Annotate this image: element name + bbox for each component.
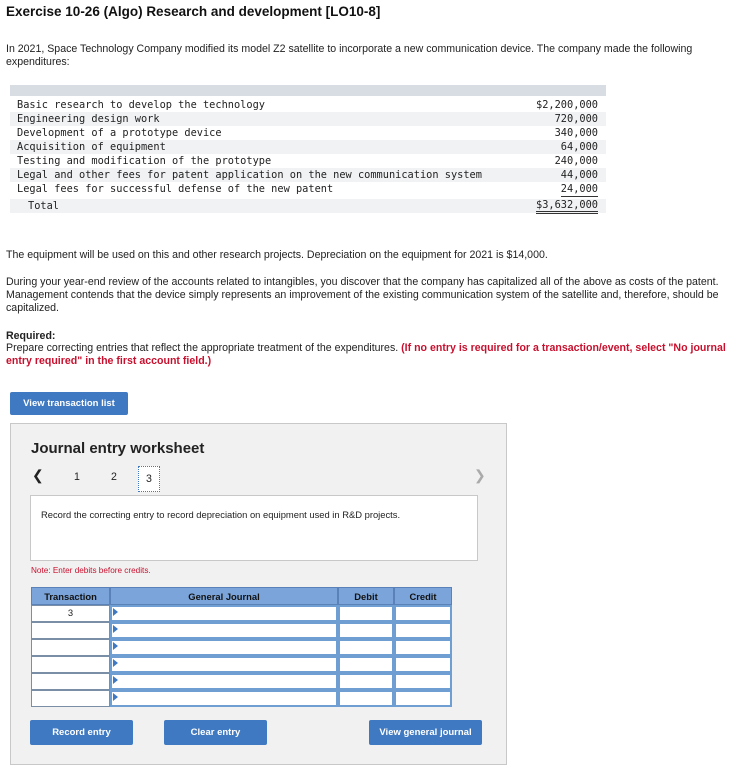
expense-amount: 24,000	[560, 183, 598, 195]
worksheet-title: Journal entry worksheet	[31, 440, 205, 457]
table-row	[10, 154, 606, 168]
transaction-cell	[31, 690, 110, 707]
debit-input[interactable]	[338, 605, 394, 622]
expenditures-table	[10, 85, 606, 216]
transaction-cell	[31, 622, 110, 639]
transaction-cell: 3	[31, 605, 110, 622]
total-amount: $3,632,000	[536, 199, 598, 214]
dropdown-arrow-icon	[113, 676, 118, 684]
debit-input[interactable]	[338, 690, 394, 707]
credit-input[interactable]	[394, 673, 452, 690]
expense-label: Engineering design work	[17, 113, 160, 125]
required-note: (If no entry is required for a transaction/event, select "No journal entry required" in the first account field.)	[6, 342, 726, 367]
record-entry-button[interactable]: Record entry	[30, 720, 133, 745]
col-debit-header: Debit	[338, 587, 394, 605]
expense-amount: 720,000	[554, 113, 598, 125]
transaction-cell	[31, 639, 110, 656]
table-row	[10, 126, 606, 140]
expense-amount: 340,000	[554, 127, 598, 139]
expense-amount: 240,000	[554, 155, 598, 167]
expense-amount: $2,200,000	[536, 99, 598, 111]
table-header-bar	[10, 85, 606, 96]
view-transaction-list-button[interactable]: View transaction list	[10, 392, 128, 415]
journal-entry-worksheet	[10, 423, 507, 765]
equipment-paragraph: The equipment will be used on this and other research projects. Depreciation on the equipment for 2021 is $14,000.	[6, 249, 548, 261]
required-instruction: Prepare correcting entries that reflect the appropriate treatment of the expenditures.	[6, 342, 399, 354]
required-text	[6, 342, 736, 368]
dropdown-arrow-icon	[113, 608, 118, 616]
dropdown-arrow-icon	[113, 693, 118, 701]
col-credit-header: Credit	[394, 587, 452, 605]
expense-label: Acquisition of equipment	[17, 141, 166, 153]
table-row	[10, 140, 606, 154]
credit-input[interactable]	[394, 622, 452, 639]
table-row	[10, 112, 606, 126]
col-general-journal-header: General Journal	[110, 587, 338, 605]
account-input[interactable]	[110, 673, 338, 690]
required-label: Required:	[6, 330, 56, 342]
instruction-box	[30, 495, 478, 561]
debit-input[interactable]	[338, 656, 394, 673]
credit-input[interactable]	[394, 605, 452, 622]
col-transaction-header: Transaction	[31, 587, 110, 605]
account-input[interactable]	[110, 605, 338, 622]
review-paragraph: During your year-end review of the accounts related to intangibles, you discover that the company has capitalized all of the above as costs of the patent. Management contends that the device simply represents an improvement of the existing communication system of the satellite and, therefore, should be capitalized.	[6, 276, 719, 314]
transaction-cell	[31, 673, 110, 690]
expense-amount: 44,000	[560, 169, 598, 181]
dropdown-arrow-icon	[113, 659, 118, 667]
view-general-journal-button[interactable]: View general journal	[369, 720, 482, 745]
table-row	[10, 98, 606, 112]
credit-input[interactable]	[394, 690, 452, 707]
page-title: Exercise 10-26 (Algo) Research and development [LO10-8]	[6, 4, 381, 19]
total-label: Total	[28, 200, 59, 212]
dropdown-arrow-icon	[113, 642, 118, 650]
credit-input[interactable]	[394, 639, 452, 656]
intro-text: In 2021, Space Technology Company modified its model Z2 satellite to incorporate a new communication device. The company made the following expenditures:	[6, 43, 693, 68]
debit-input[interactable]	[338, 622, 394, 639]
expense-label: Legal fees for successful defense of the new patent	[17, 183, 334, 195]
page-3-link[interactable]: 3	[138, 466, 160, 492]
expense-label: Legal and other fees for patent application on the new communication system	[17, 169, 482, 181]
credit-input[interactable]	[394, 656, 452, 673]
table-total-row	[10, 199, 606, 213]
expense-label: Testing and modification of the prototype	[17, 155, 272, 167]
expense-label: Basic research to develop the technology	[17, 99, 265, 111]
debit-credit-note: Note: Enter debits before credits.	[31, 566, 151, 575]
instruction-text: Record the correcting entry to record depreciation on equipment used in R&D projects.	[41, 509, 401, 520]
prev-arrow-icon[interactable]: ❮	[32, 467, 44, 483]
table-row	[10, 168, 606, 182]
next-arrow-icon[interactable]: ❯	[474, 467, 486, 483]
page-2-link[interactable]: 2	[111, 471, 117, 483]
table-row	[10, 182, 606, 196]
account-input[interactable]	[110, 656, 338, 673]
clear-entry-button[interactable]: Clear entry	[164, 720, 267, 745]
account-input[interactable]	[110, 690, 338, 707]
page-1-link[interactable]: 1	[74, 471, 80, 483]
expense-label: Development of a prototype device	[17, 127, 222, 139]
expense-amount: 64,000	[560, 141, 598, 153]
debit-input[interactable]	[338, 673, 394, 690]
debit-input[interactable]	[338, 639, 394, 656]
account-input[interactable]	[110, 622, 338, 639]
dropdown-arrow-icon	[113, 625, 118, 633]
account-input[interactable]	[110, 639, 338, 656]
transaction-cell	[31, 656, 110, 673]
